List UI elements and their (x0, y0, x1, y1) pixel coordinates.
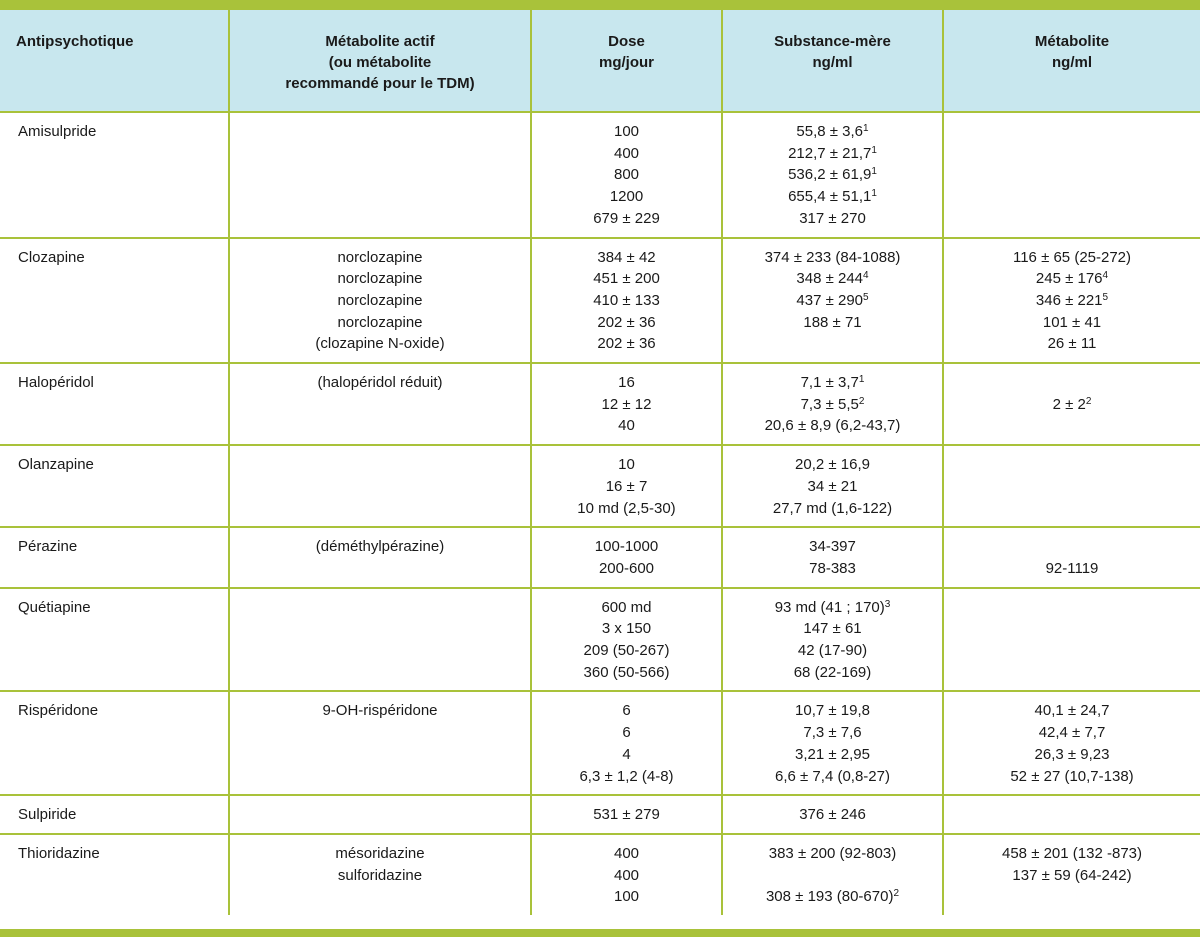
cell-line (729, 865, 936, 887)
cell-value: 348 ± 244 (796, 270, 864, 288)
cell-line: 679 ± 229 (593, 209, 660, 227)
table-row (0, 588, 1200, 692)
cell-line: norclozapine (337, 248, 423, 266)
cell-value: 346 ± 221 (1035, 291, 1103, 309)
cell-line: 200-600 (598, 559, 655, 577)
header-metabolite-actif (229, 10, 531, 112)
header-line: ng/ml (812, 54, 853, 71)
header-line: Substance-mère (774, 33, 891, 50)
cell-line: 410 ± 133 (593, 291, 660, 309)
reference-superscript: 1 (871, 166, 877, 178)
cell-value: 34-397 (809, 538, 856, 556)
cell-line (729, 597, 936, 619)
cell-line: 9-OH-rispéridone (322, 702, 438, 720)
parent-concentration-cell (722, 238, 943, 364)
cell-value: 188 ± 71 (803, 313, 862, 331)
parent-concentration-cell (722, 112, 943, 238)
cell-line (729, 766, 936, 788)
cell-line (729, 843, 936, 865)
header-line: Métabolite actif (325, 33, 435, 50)
header-substance-mere (722, 10, 943, 112)
cell-line: 6 (622, 702, 631, 720)
cell-line: 100 (613, 888, 640, 906)
cell-line: norclozapine (337, 291, 423, 309)
drug-name: Rispéridone (18, 702, 99, 720)
cell-line: 202 ± 36 (597, 313, 656, 331)
cell-line: sulforidazine (337, 866, 423, 884)
cell-line (729, 312, 936, 334)
cell-line: 451 ± 200 (593, 270, 660, 288)
cell-line: 4 (622, 745, 631, 763)
cell-line: 400 (613, 144, 640, 162)
cell-value: 42 (17-90) (797, 642, 868, 660)
cell-value: 26 ± 11 (1047, 335, 1097, 353)
header-line: Métabolite (1034, 33, 1110, 50)
table-row (0, 691, 1200, 795)
cell-line (729, 121, 936, 143)
cell-value: 437 ± 290 (796, 291, 864, 309)
cell-line: 12 ± 12 (601, 395, 652, 413)
cell-line (729, 744, 936, 766)
table-body (0, 112, 1200, 915)
cell-value: 26,3 ± 9,23 (1034, 745, 1110, 763)
reference-superscript: 3 (884, 598, 891, 610)
cell-line (729, 372, 936, 394)
cell-line (729, 290, 936, 312)
table-row (0, 527, 1200, 587)
cell-value: 20,2 ± 16,9 (795, 456, 870, 474)
cell-line (729, 498, 936, 520)
cell-line: (déméthylpérazine) (315, 538, 445, 556)
drug-name: Halopéridol (18, 374, 94, 392)
reference-superscript: 4 (863, 270, 869, 282)
cell-value: 68 (22-169) (793, 663, 872, 681)
cell-line (729, 700, 936, 722)
cell-line (950, 312, 1194, 334)
cell-value: 93 md (41 ; 170) (774, 598, 885, 616)
cell-line (729, 186, 936, 208)
cell-line (950, 372, 1194, 394)
parent-concentration-cell (722, 691, 943, 795)
cell-line (729, 886, 936, 908)
dose-cell (531, 834, 722, 915)
active-metabolite-cell (229, 238, 531, 364)
cell-line: 384 ± 42 (597, 248, 656, 266)
reference-superscript: 5 (863, 291, 869, 303)
cell-line: 3 x 150 (601, 620, 652, 638)
metabolite-concentration-cell (943, 834, 1200, 915)
drug-name: Thioridazine (18, 844, 100, 862)
cell-line (950, 700, 1194, 722)
parent-concentration-cell (722, 445, 943, 527)
header-metabolite (943, 10, 1200, 112)
cell-line (729, 247, 936, 269)
cell-line (950, 268, 1194, 290)
antipsychotic-levels-table (0, 10, 1200, 915)
active-metabolite-cell (229, 527, 531, 587)
cell-line: (halopéridol réduit) (317, 374, 443, 392)
active-metabolite-cell (229, 834, 531, 915)
cell-value: 42,4 ± 7,7 (1038, 724, 1106, 742)
dose-cell (531, 363, 722, 445)
active-metabolite-cell (229, 445, 531, 527)
cell-line (729, 394, 936, 416)
active-metabolite-cell (229, 112, 531, 238)
cell-value: 101 ± 41 (1042, 313, 1102, 331)
reference-superscript: 1 (858, 374, 865, 386)
cell-line (950, 290, 1194, 312)
cell-value: 212,7 ± 21,7 (788, 144, 872, 162)
cell-line: 531 ± 279 (593, 806, 660, 824)
cell-value: 92-1119 (1045, 559, 1099, 577)
cell-line (950, 558, 1194, 580)
cell-line (950, 865, 1194, 887)
cell-value: 6,6 ± 7,4 (0,8-27) (775, 767, 890, 785)
cell-line: 6,3 ± 1,2 (4-8) (579, 767, 674, 785)
cell-value: 308 ± 193 (80-670) (765, 888, 894, 906)
cell-line (729, 662, 936, 684)
cell-line (950, 766, 1194, 788)
cell-line: 16 ± 7 (605, 477, 648, 495)
table-row (0, 238, 1200, 364)
bottom-accent-bar (0, 929, 1200, 937)
reference-superscript: 1 (863, 123, 869, 134)
cell-line: 6 (622, 724, 631, 742)
cell-value: 78-383 (809, 559, 856, 577)
cell-line (729, 722, 936, 744)
dose-cell (531, 445, 722, 527)
reference-superscript: 1 (871, 144, 877, 156)
cell-line (729, 476, 936, 498)
cell-line (729, 618, 936, 640)
header-row (0, 10, 1200, 112)
cell-line (729, 640, 936, 662)
active-metabolite-cell (229, 795, 531, 834)
reference-superscript: 4 (1102, 270, 1109, 282)
cell-value (1070, 538, 1074, 555)
cell-value: 245 ± 176 (1035, 270, 1103, 288)
cell-line: 40 (618, 417, 635, 435)
reference-superscript: 2 (1085, 395, 1092, 407)
table-row (0, 445, 1200, 527)
cell-line: 400 (613, 866, 640, 884)
cell-value: 536,2 ± 61,9 (788, 166, 872, 184)
cell-value: 27,7 md (1,6-122) (772, 499, 893, 517)
drug-name: Quétiapine (18, 598, 91, 616)
cell-line (950, 843, 1194, 865)
dose-cell (531, 527, 722, 587)
metabolite-concentration-cell (943, 795, 1200, 834)
cell-line: norclozapine (337, 270, 423, 288)
table-row (0, 112, 1200, 238)
cell-value: 7,1 ± 3,7 (800, 374, 859, 392)
cell-line (950, 744, 1194, 766)
header-line: Antipsychotique (16, 33, 134, 50)
drug-name: Sulpiride (18, 806, 77, 824)
cell-line (729, 558, 936, 580)
cell-line (729, 454, 936, 476)
cell-value: 458 ± 201 (132 -873) (1002, 844, 1142, 862)
cell-value: 55,8 ± 3,6 (796, 123, 864, 140)
cell-line (729, 268, 936, 290)
reference-superscript: 2 (893, 888, 900, 900)
cell-line (950, 536, 1194, 558)
cell-value: 10,7 ± 19,8 (795, 702, 870, 720)
cell-line (950, 722, 1194, 744)
cell-line (729, 804, 936, 826)
cell-line: 360 (50-566) (583, 663, 670, 681)
cell-value: 317 ± 270 (799, 209, 866, 227)
parent-concentration-cell (722, 588, 943, 692)
header-antipsychotique (0, 10, 229, 112)
cell-value (830, 867, 834, 884)
table-row (0, 363, 1200, 445)
cell-line: 800 (613, 166, 640, 184)
cell-line (950, 394, 1194, 416)
cell-line: 100 (613, 123, 640, 140)
cell-value: 376 ± 246 (799, 806, 866, 824)
parent-concentration-cell (722, 834, 943, 915)
cell-value: 655,4 ± 51,1 (788, 188, 872, 206)
parent-concentration-cell (722, 795, 943, 834)
cell-line (729, 536, 936, 558)
dose-cell (531, 238, 722, 364)
cell-line: 10 (618, 456, 635, 474)
metabolite-concentration-cell (943, 588, 1200, 692)
reference-superscript: 2 (858, 395, 865, 407)
cell-line: 400 (613, 844, 640, 862)
active-metabolite-cell (229, 691, 531, 795)
reference-superscript: 1 (871, 188, 877, 200)
cell-line (729, 143, 936, 165)
cell-value: 2 ± 2 (1052, 395, 1086, 413)
drug-name: Amisulpride (18, 123, 97, 140)
cell-line: norclozapine (337, 313, 423, 331)
cell-line (950, 247, 1194, 269)
metabolite-concentration-cell (943, 363, 1200, 445)
cell-line (950, 333, 1194, 355)
drug-name: Pérazine (18, 538, 78, 556)
cell-value: 137 ± 59 (64-242) (1012, 866, 1132, 884)
active-metabolite-cell (229, 588, 531, 692)
cell-line: mésoridazine (335, 844, 425, 862)
metabolite-concentration-cell (943, 691, 1200, 795)
dose-cell (531, 588, 722, 692)
cell-value: 34 ± 21 (807, 477, 858, 495)
dose-cell (531, 112, 722, 238)
header-line: recommandé pour le TDM) (285, 75, 475, 92)
metabolite-concentration-cell (943, 112, 1200, 238)
cell-value: 40,1 ± 24,7 (1034, 702, 1110, 720)
cell-line: 1200 (609, 188, 644, 206)
header-line: ng/ml (1052, 54, 1092, 71)
cell-line: (clozapine N-oxide) (315, 335, 445, 353)
header-line: mg/jour (599, 54, 654, 71)
cell-value: 52 ± 27 (10,7-138) (1010, 767, 1134, 785)
cell-value: 116 ± 65 (25-272) (1012, 248, 1132, 266)
cell-value: 3,21 ± 2,95 (795, 745, 870, 763)
cell-line (729, 208, 936, 230)
cell-value (1070, 374, 1074, 391)
table-row (0, 795, 1200, 834)
metabolite-concentration-cell (943, 527, 1200, 587)
cell-line: 100-1000 (594, 538, 659, 556)
cell-line: 209 (50-267) (583, 642, 670, 660)
dose-cell (531, 795, 722, 834)
metabolite-concentration-cell (943, 238, 1200, 364)
cell-value: 7,3 ± 5,5 (800, 395, 859, 413)
cell-line: 10 md (2,5-30) (577, 499, 676, 517)
active-metabolite-cell (229, 363, 531, 445)
top-accent-bar (0, 0, 1200, 10)
table-row (0, 834, 1200, 915)
dose-cell (531, 691, 722, 795)
cell-value: 7,3 ± 7,6 (803, 724, 862, 742)
reference-superscript: 5 (1102, 291, 1109, 303)
cell-line (729, 164, 936, 186)
cell-line (729, 415, 936, 437)
header-line: Dose (608, 33, 645, 50)
header-dose (531, 10, 722, 112)
parent-concentration-cell (722, 363, 943, 445)
cell-value: 20,6 ± 8,9 (6,2-43,7) (764, 417, 901, 435)
cell-line: 16 (618, 374, 635, 392)
cell-line: 202 ± 36 (597, 335, 656, 353)
drug-name: Olanzapine (18, 456, 94, 474)
metabolite-concentration-cell (943, 445, 1200, 527)
cell-line: 600 md (601, 598, 652, 616)
header-line: (ou métabolite (328, 54, 432, 71)
cell-value: 383 ± 200 (92-803) (768, 844, 897, 862)
cell-value: 374 ± 233 (84-1088) (764, 248, 901, 266)
cell-value: 147 ± 61 (803, 620, 862, 638)
drug-name: Clozapine (18, 248, 85, 266)
parent-concentration-cell (722, 527, 943, 587)
